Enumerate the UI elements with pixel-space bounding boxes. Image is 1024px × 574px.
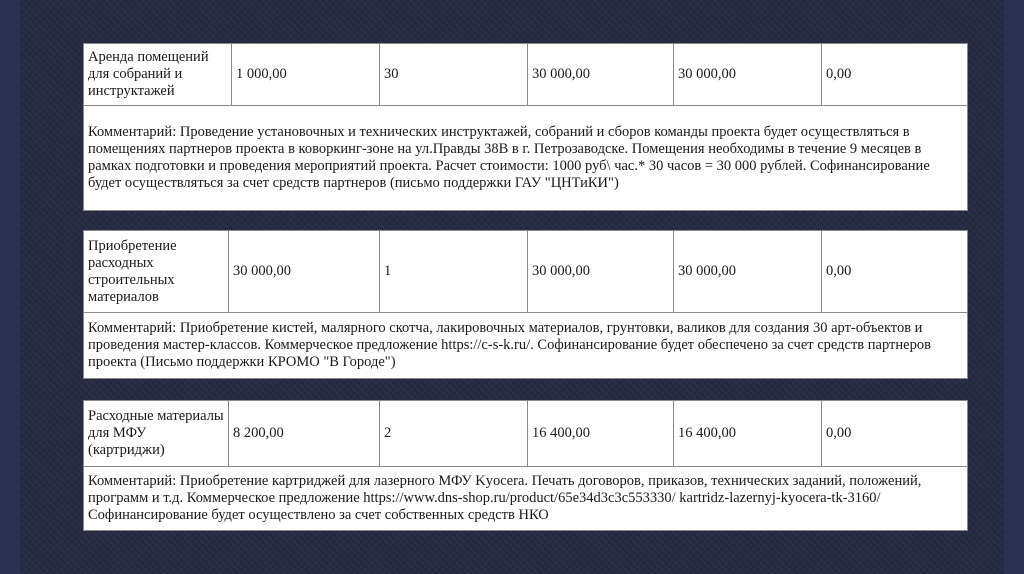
quantity: 1 <box>380 231 528 313</box>
unit-price: 1 000,00 <box>232 44 380 106</box>
total-cost: 16 400,00 <box>528 401 674 467</box>
item-name: Расходные материалы для МФУ (картриджи) <box>84 401 229 467</box>
budget-item-cartridges <box>83 400 967 530</box>
comment-row <box>84 467 968 531</box>
table-row <box>84 401 968 467</box>
cofinancing-amount: 30 000,00 <box>674 44 822 106</box>
comment-row <box>84 313 968 379</box>
cofinancing-amount: 16 400,00 <box>674 401 822 467</box>
requested-amount: 0,00 <box>822 401 968 467</box>
item-comment: Комментарий: Приобретение картриджей для лазерного МФУ Kyocera. Печать договоров, приказов, технических заданий, положений, программ и т.д. Коммерческое предложение https://www.dns-shop.ru/product/65e34d3c3c553330/ kartridz-lazernyj-kyocera-tk-3160/ Софинансирование будет осуществлено за счет собственных средств НКО <box>84 467 968 531</box>
left-decor-band <box>0 0 20 574</box>
item-comment: Комментарий: Приобретение кистей, малярного скотча, лакировочных материалов, грунтовки, валиков для создания 30 арт-объектов и проведения мастер-классов. Коммерческое предложение https://c-s-k.ru/. Софинансирование будет обеспечено за счет средств партнеров проекта (Письмо поддержки КРОМО "В Городе") <box>84 313 968 379</box>
item-name: Аренда помещений для собраний и инструктажей <box>84 44 232 106</box>
right-decor-band <box>1004 0 1024 574</box>
requested-amount: 0,00 <box>822 44 968 106</box>
item-comment: Комментарий: Проведение установочных и технических инструктажей, собраний и сборов команды проекта будет осуществляться в помещениях партнеров проекта в коворкинг-зоне на ул.Правды 38В в г. Петрозаводске. Помещения необходимы в течение 9 месяцев в рамках подготовки и проведения мероприятий проекта. Расчет стоимости: 1000 руб\ час.* 30 часов = 30 000 рублей. Софинансирование будет осуществляться за счет средств партнеров (письмо поддержки ГАУ "ЦНТиКИ") <box>84 106 968 211</box>
item-name: Приобретение расходных строительных материалов <box>84 231 229 313</box>
table-row <box>84 231 968 313</box>
budget-item-rent <box>83 43 967 210</box>
budget-table <box>83 230 968 379</box>
budget-item-materials <box>83 230 967 378</box>
total-cost: 30 000,00 <box>528 231 674 313</box>
unit-price: 30 000,00 <box>229 231 380 313</box>
quantity: 2 <box>380 401 528 467</box>
table-row <box>84 44 968 106</box>
budget-table <box>83 43 968 211</box>
budget-table <box>83 400 968 531</box>
cofinancing-amount: 30 000,00 <box>674 231 822 313</box>
requested-amount: 0,00 <box>822 231 968 313</box>
total-cost: 30 000,00 <box>528 44 674 106</box>
comment-row <box>84 106 968 211</box>
quantity: 30 <box>380 44 528 106</box>
unit-price: 8 200,00 <box>229 401 380 467</box>
